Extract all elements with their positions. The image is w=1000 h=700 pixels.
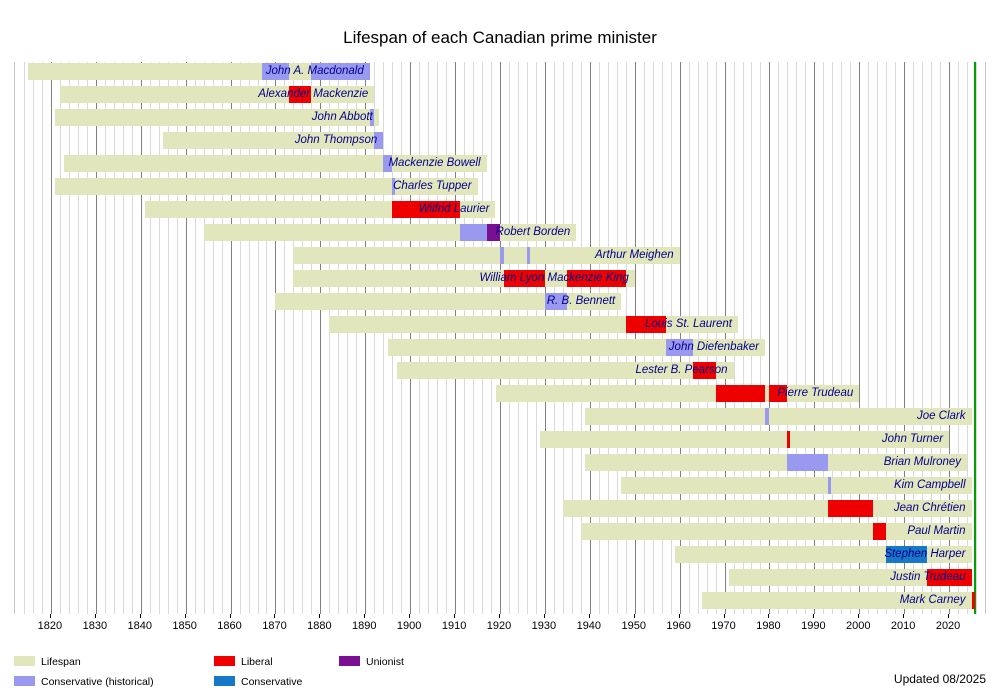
row-label: John A. Macdonald	[265, 65, 364, 77]
legend-swatch	[339, 656, 360, 666]
chart-title: Lifespan of each Canadian prime minister	[343, 28, 657, 47]
row-label: Pierre Trudeau	[777, 387, 854, 399]
chart-legend	[14, 655, 714, 695]
table-row	[15, 178, 985, 195]
axis-tick-label: 1910	[441, 620, 467, 632]
table-row	[15, 270, 985, 287]
table-row	[15, 86, 985, 103]
row-label: Alexander Mackenzie	[258, 88, 369, 100]
legend-swatch	[14, 656, 35, 666]
axis-tickmark	[813, 614, 814, 618]
table-row	[15, 454, 985, 471]
row-label: Mackenzie Bowell	[388, 157, 481, 169]
axis-tick-label: 1880	[307, 620, 332, 632]
legend-label: Conservative (historical)	[41, 676, 154, 688]
table-row	[15, 385, 985, 402]
axis-tick-label: 2020	[935, 620, 961, 632]
table-row	[15, 339, 985, 356]
table-row	[15, 316, 985, 333]
row-label: John Diefenbaker	[668, 341, 759, 353]
legend-swatch	[14, 676, 35, 686]
table-row	[15, 132, 985, 149]
axis-tickmark	[364, 614, 365, 618]
axis-tickmark	[903, 614, 904, 618]
axis-tickmark	[634, 614, 635, 618]
axis-tick-label: 1820	[37, 620, 63, 632]
axis-tickmark	[768, 614, 769, 618]
axis-tickmark	[454, 614, 455, 618]
table-row	[15, 247, 985, 264]
row-label: Arthur Meighen	[595, 249, 674, 261]
row-label: Kim Campbell	[893, 479, 966, 491]
table-row	[15, 362, 985, 379]
axis-tickmark	[50, 614, 51, 618]
legend-label: Lifespan	[41, 656, 81, 668]
legend-item	[14, 675, 154, 689]
row-label: Wilfrid Laurier	[418, 203, 490, 215]
table-row	[15, 546, 985, 563]
table-row	[15, 592, 985, 609]
axis-tickmark	[544, 614, 545, 618]
axis-tickmark	[409, 614, 410, 618]
axis-tick-label: 1870	[262, 620, 287, 632]
row-label: Joe Clark	[916, 410, 966, 422]
axis-tick-label: 1830	[82, 620, 108, 632]
table-row	[15, 500, 985, 517]
axis-tick-label: 1850	[172, 620, 197, 632]
row-label: Justin Trudeau	[890, 571, 966, 583]
legend-item	[214, 675, 302, 689]
axis-tickmark	[274, 614, 275, 618]
table-row	[15, 224, 985, 241]
table-row	[15, 477, 985, 494]
table-row	[15, 63, 985, 80]
axis-tick-label: 1960	[666, 620, 691, 632]
axis-tickmark	[140, 614, 141, 618]
axis-tick-label: 1840	[127, 620, 152, 632]
row-label: Robert Borden	[495, 226, 571, 238]
table-row	[15, 431, 985, 448]
row-label: William Lyon Mackenzie King	[479, 272, 629, 284]
axis-tick-label: 1940	[576, 620, 602, 632]
updated-annotation: Updated 08/2025	[893, 672, 986, 686]
plot-area	[14, 62, 986, 614]
legend-item	[14, 655, 81, 669]
row-label: Lester B. Pearson	[635, 364, 728, 376]
axis-tick-label: 1930	[531, 620, 557, 632]
table-row	[15, 408, 985, 425]
axis-tick-label: 2010	[890, 620, 916, 632]
axis-tick-label: 2000	[846, 620, 871, 632]
table-row	[15, 155, 985, 172]
axis-tickmark	[679, 614, 680, 618]
axis-tickmark	[589, 614, 590, 618]
axis-tickmark	[858, 614, 859, 618]
legend-label: Unionist	[366, 656, 404, 668]
legend-swatch	[214, 676, 235, 686]
axis-tick-label: 1920	[486, 620, 512, 632]
legend-swatch	[214, 656, 235, 666]
row-label: Charles Tupper	[393, 180, 472, 192]
axis-tick-label: 1950	[621, 620, 646, 632]
row-label: Stephen Harper	[884, 548, 966, 560]
row-label: Louis St. Laurent	[645, 318, 732, 330]
row-label: John Thompson	[294, 134, 378, 146]
legend-item	[214, 655, 273, 669]
axis-tickmark	[319, 614, 320, 618]
bar-rows	[15, 62, 985, 614]
row-label: Brian Mulroney	[883, 456, 962, 468]
x-axis	[14, 614, 986, 636]
axis-tickmark	[185, 614, 186, 618]
legend-label: Liberal	[241, 656, 273, 668]
table-row	[15, 109, 985, 126]
axis-tick-label: 1890	[352, 620, 377, 632]
legend-item	[339, 655, 404, 669]
axis-tickmark	[499, 614, 500, 618]
axis-tickmark	[724, 614, 725, 618]
term-bar-liberal	[972, 592, 975, 609]
axis-tickmark	[948, 614, 949, 618]
axis-tick-label: 1970	[711, 620, 736, 632]
axis-tick-label: 1980	[756, 620, 781, 632]
row-label: John Abbott	[311, 111, 373, 123]
row-label: Jean Chrétien	[893, 502, 966, 514]
row-label: R. B. Bennett	[546, 295, 616, 307]
row-label: John Turner	[881, 433, 944, 445]
axis-tick-label: 1990	[801, 620, 826, 632]
axis-tickmark	[95, 614, 96, 618]
axis-tick-label: 1860	[217, 620, 242, 632]
table-row	[15, 293, 985, 310]
axis-tick-label: 1900	[396, 620, 422, 632]
table-row	[15, 201, 985, 218]
axis-tickmark	[230, 614, 231, 618]
table-row	[15, 569, 985, 586]
row-label: Mark Carney	[899, 594, 966, 606]
table-row	[15, 523, 985, 540]
legend-label: Conservative	[241, 676, 303, 688]
row-label: Paul Martin	[907, 525, 966, 537]
